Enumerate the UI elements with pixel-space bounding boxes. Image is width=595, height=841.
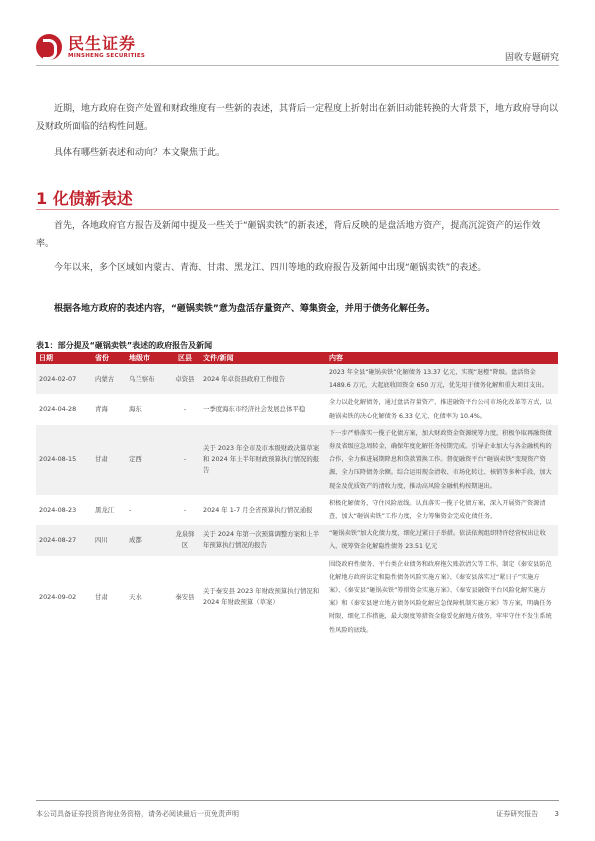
header-divider xyxy=(36,65,559,66)
cell-date: 2024-09-02 xyxy=(39,592,77,601)
cell-date: 2024-02-07 xyxy=(36,364,92,394)
cell-date: 2024-08-15 xyxy=(36,425,92,495)
cell-city: 天水 xyxy=(129,592,142,601)
cell-doc: 一季度海东市经济社会发展总体平稳 xyxy=(203,405,306,414)
cell-doc: 关于秦安县 2023 年财政预算执行情况和 2024 年财政预算（草案） xyxy=(203,587,320,607)
header-county: 区县 xyxy=(170,352,200,364)
cell-content: 2023 年全县“砸锅卖铁”化解债务 13.37 亿元，实现“退橙”降级。盘活资金 1489.6 万元，大起底收回资金 650 万元，优先用于债务化解和重大项目支出。 xyxy=(326,364,558,394)
header-content: 内容 xyxy=(326,352,558,364)
table-header-row xyxy=(36,352,558,364)
cell-content: 围绕政府性债务、平台类企业债务和政府拖欠账款清欠等工作，制定《秦安县防范化解地方政府法定和隐性债务风险实施方案》、《秦安县落实过“紧日子”实施方案》、《秦安县“砸锅卖铁”筹措资金实施方案》、《秦安县融资平台风险化解实施方案》和《秦安县建立地方债务风险化解应急保障机制实施方案》等方案，明确任务时限，细化工作措施，最大限度筹措资金稳妥化解地方债务，牢牢守住不发生系统性风险的底线。 xyxy=(329,560,552,634)
section-paragraph-3: 根据各地方政府的表述内容，“砸锅卖铁”意为盘活存量资产、筹集资金，并用于债务化解任务。 xyxy=(54,304,435,314)
cell-content: “砸锅卖铁”加大化债力度，细化过紧日子举措。依法依规组织特许经营权出让收入，统筹资金化解隐性债务 23.51 亿元 xyxy=(326,525,558,555)
cell-doc: 2024 年 1-7 月全省预算执行情况通报 xyxy=(203,505,313,514)
cell-doc: 关于 2023 年全市及市本级财政决算草案和 2024 年上半年财政预算执行情况的报告 xyxy=(200,425,326,495)
cell-county: 卓资县 xyxy=(170,364,200,394)
company-logo xyxy=(36,34,145,60)
table-row xyxy=(36,556,558,639)
cell-city: 乌兰察布 xyxy=(126,364,170,394)
cell-county: 秦安县 xyxy=(175,592,195,601)
cell-city: - xyxy=(129,505,132,514)
cell-content: 积极化解债务，守住风险底线。认真落实一揽子化债方案，深入开展资产资源清查，加大“砸锅卖铁”工作力度，全力筹集资金完成化债任务。 xyxy=(329,499,546,521)
section-divider xyxy=(36,209,559,210)
cell-content: 全力以赴化解债务，通过盘活存量资产、推进融资平台公司市场化改革等方式，以砸锅卖铁的决心化解债务 6.33 亿元，化债率为 10.4%。 xyxy=(329,399,552,420)
page-number: 3 xyxy=(554,810,559,818)
cell-date: 2024-08-27 xyxy=(36,525,92,555)
header-city: 地级市 xyxy=(126,352,170,364)
cell-content: 下一步严格落实一揽子化债方案，加大财政资金资源统筹力度，积极争取再融资债券及省级应急周转金，确保年度化解任务按期完成。引导企业加大与各金融机构的合作，全力推进展期降息和贷款置换工作。督促融资平台“砸锅卖铁”变现资产资源，全力压降债务余额。综合运用现金清收、市场化转让、核销等多种手段，加大现金及优质资产的清收力度，推动高风险金融机构按期退出。 xyxy=(326,425,558,495)
cell-province: 甘肃 xyxy=(95,592,108,601)
cell-date: 2024-08-23 xyxy=(39,505,77,514)
header-province: 省份 xyxy=(92,352,126,364)
footer-right xyxy=(496,809,559,819)
cell-doc: 2024 年卓资县政府工作报告 xyxy=(200,364,326,394)
table-row xyxy=(36,525,558,555)
cell-county: 龙泉驿区 xyxy=(170,525,200,555)
doc-type: 固收专题研究 xyxy=(504,53,559,63)
cell-date: 2024-04-28 xyxy=(39,405,77,414)
cell-province: 黑龙江 xyxy=(95,505,115,514)
section-paragraph-2: 今年以来，多个区域如内蒙古、青海、甘肃、黑龙江、四川等地的政府报告及新闻中出现“砸锅卖铁”的表述。 xyxy=(54,263,487,273)
cell-city: 定西 xyxy=(126,425,170,495)
cell-province: 甘肃 xyxy=(92,425,126,495)
intro-paragraph-2: 具体有哪些新表述和动向？本文聚焦于此。 xyxy=(54,148,226,158)
footer-report-type: 证券研究报告 xyxy=(496,810,539,818)
section-heading: 1 化债新表述 xyxy=(36,189,133,208)
logo-cn: 民生证券 xyxy=(68,33,137,53)
table-title: 表1：部分提及“砸锅卖铁”表述的政府报告及新闻 xyxy=(36,341,213,350)
header-date: 日期 xyxy=(36,352,92,364)
cell-city: 成都 xyxy=(126,525,170,555)
footer-divider xyxy=(36,800,559,801)
cell-province: 内蒙古 xyxy=(92,364,126,394)
table-row xyxy=(36,364,558,394)
intro-paragraph-1: 近期，地方政府在资产处置和财政维度有一些新的表述，其背后一定程度上折射出在新旧动能转换的大背景下，地方政府导向以及财政所面临的结构性问题。 xyxy=(36,104,559,132)
footer-disclaimer: 本公司具备证券投资咨询业务资格，请务必阅读最后一页免责声明 xyxy=(36,810,239,818)
cell-county: - xyxy=(183,505,187,514)
logo-en: MINSHENG SECURITIES xyxy=(68,52,146,59)
cell-county: - xyxy=(183,405,187,414)
table-row xyxy=(36,394,558,424)
header-doc: 文件/新闻 xyxy=(200,352,326,364)
cell-doc: 关于 2024 年第一次预算调整方案和上半年预算执行情况的报告 xyxy=(200,525,326,555)
cell-county: - xyxy=(170,425,200,495)
logo-mark-icon xyxy=(36,34,62,60)
page-header xyxy=(0,0,595,70)
cell-province: 青海 xyxy=(95,405,108,414)
table-row xyxy=(36,495,558,525)
policy-table xyxy=(36,352,558,639)
cell-province: 四川 xyxy=(92,525,126,555)
cell-city: 海东 xyxy=(129,405,142,414)
section-paragraph-1: 首先，各地政府官方报告及新闻中提及一些关于“砸锅卖铁”的新表述，背后反映的是盘活地方资产，提高沉淀资产的运作效率。 xyxy=(36,221,541,249)
table-row xyxy=(36,425,558,495)
